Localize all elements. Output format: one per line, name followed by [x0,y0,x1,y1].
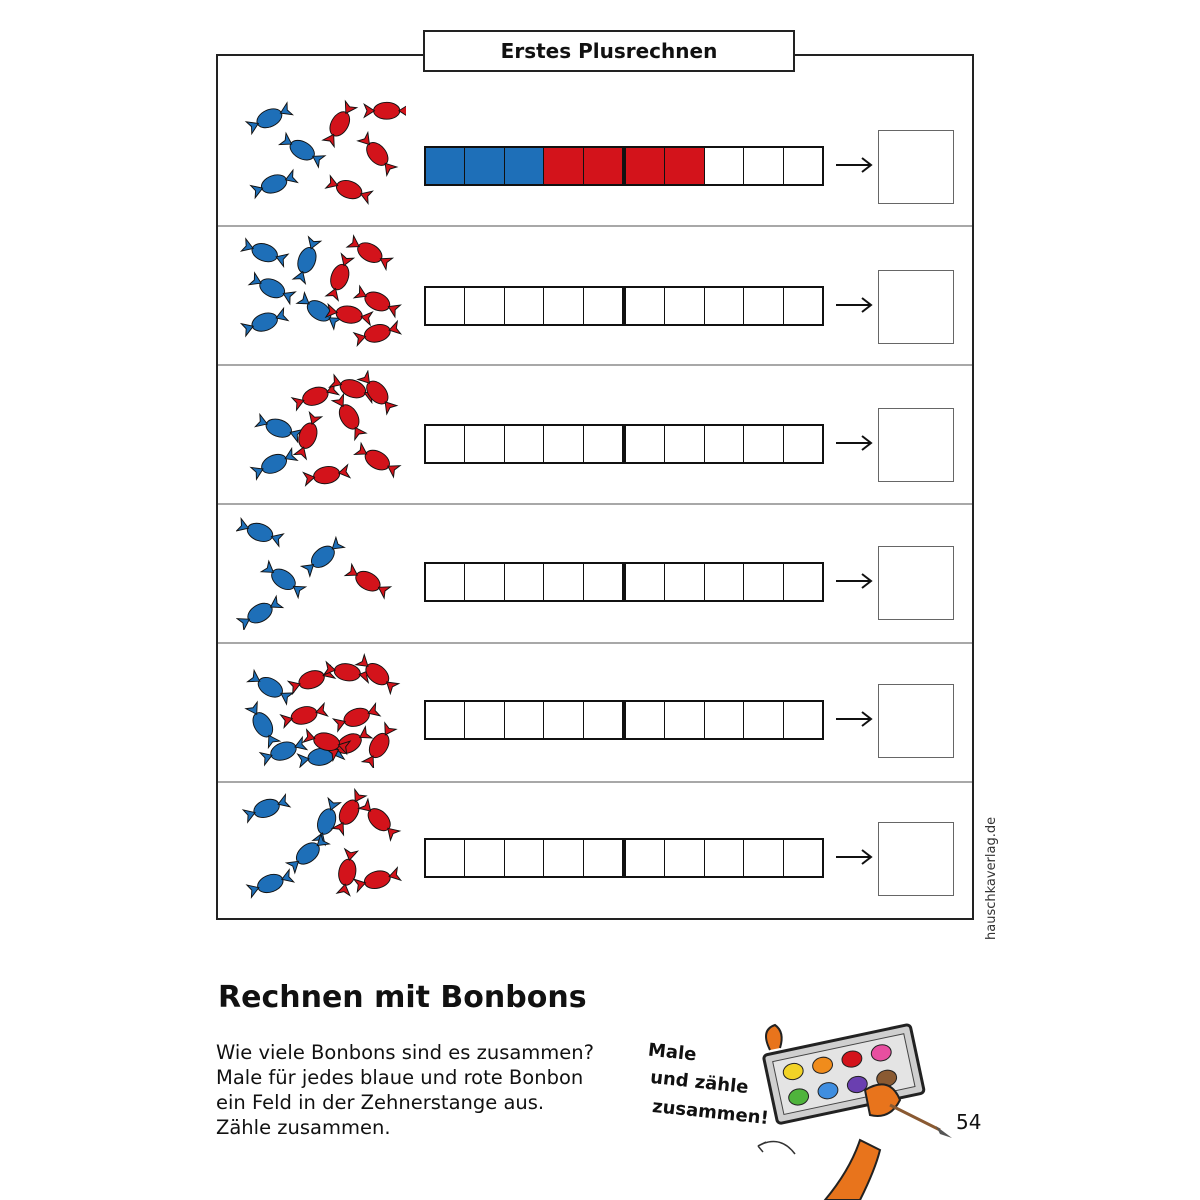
paintbox-mascot-icon [740,1020,960,1200]
page-heading: Rechnen mit Bonbons [218,980,587,1015]
rod-cell[interactable] [465,148,504,184]
rod-cell[interactable] [665,288,704,324]
rod-cell[interactable] [584,426,626,462]
blue-candy-icon [255,413,303,444]
rod-cell[interactable] [705,148,744,184]
instructions [216,1040,636,1140]
rod-cell[interactable] [505,288,544,324]
right-arrow-icon [834,290,874,320]
rod-cell[interactable] [665,426,704,462]
exercise-row [216,224,974,362]
rod-cell[interactable] [426,702,465,738]
answer-box[interactable] [878,408,954,482]
exercise-title: Erstes Plusrechnen [423,30,795,72]
rod-cell[interactable] [665,702,704,738]
candy-group [236,370,406,492]
blue-candy-icon [311,797,342,845]
rod-cell[interactable] [784,840,822,876]
blue-candy-icon [300,536,345,578]
rod-cell[interactable] [465,840,504,876]
tens-rod [424,838,824,878]
rod-cell[interactable] [426,564,465,600]
rod-cell[interactable] [626,288,665,324]
rod-cell[interactable] [544,840,583,876]
rod-cell[interactable] [544,288,583,324]
rod-cell[interactable] [784,426,822,462]
rod-cell[interactable] [426,840,465,876]
right-arrow-icon [834,704,874,734]
blue-candy-icon [250,447,298,481]
rod-cell[interactable] [626,564,665,600]
rod-cell[interactable] [505,564,544,600]
red-candy-icon [324,253,355,301]
rod-cell[interactable] [584,840,626,876]
rod-cell[interactable] [465,564,504,600]
candy-group [236,508,406,630]
answer-box[interactable] [878,684,954,758]
rod-cell[interactable] [584,148,626,184]
blue-candy-icon [236,517,284,548]
red-candy-icon [353,866,401,894]
blue-candy-icon [250,168,298,199]
blue-candy-icon [244,701,281,748]
rod-cell[interactable] [626,840,665,876]
rod-cell[interactable] [665,148,704,184]
rod-cell[interactable] [744,426,783,462]
blue-candy-icon [291,236,322,284]
red-candy-icon [333,702,381,733]
rod-cell[interactable] [465,288,504,324]
instruction-line: Zähle zusammen. [216,1116,391,1139]
rod-cell[interactable] [505,426,544,462]
speech-line: und zähle [649,1066,750,1099]
red-candy-icon [321,100,358,147]
exercise-row [216,84,974,222]
answer-box[interactable] [878,270,954,344]
red-candy-icon [353,319,401,347]
red-candy-icon [346,234,393,271]
red-candy-icon [357,798,401,842]
rod-cell[interactable] [784,148,822,184]
tens-rod [424,146,824,186]
rod-cell[interactable] [465,426,504,462]
rod-cell[interactable] [784,288,822,324]
rod-cell[interactable] [665,840,704,876]
instruction-line: Male für jedes blaue und rote Bonbon [216,1066,584,1089]
rod-cell[interactable] [705,702,744,738]
rod-cell[interactable] [544,426,583,462]
red-candy-icon [364,102,406,119]
rod-cell[interactable] [665,564,704,600]
tens-rod [424,424,824,464]
red-candy-icon [344,563,391,600]
blue-candy-icon [241,306,289,337]
tens-rod [424,700,824,740]
rod-cell[interactable] [426,426,465,462]
rod-cell[interactable] [544,148,583,184]
rod-cell[interactable] [584,288,626,324]
speech-line: zusammen! [651,1095,770,1130]
speech-line: Male [647,1039,698,1066]
rod-cell[interactable] [426,288,465,324]
tens-rod [424,286,824,326]
blue-candy-icon [247,669,294,706]
right-arrow-icon [834,566,874,596]
rod-cell[interactable] [505,148,544,184]
blue-candy-icon [241,237,289,268]
rod-cell[interactable] [626,426,665,462]
page-number: 54 [956,1110,982,1134]
publisher-url: hauschkaverlag.de [984,816,999,940]
rod-cell[interactable] [705,288,744,324]
red-candy-icon [303,463,350,487]
answer-box[interactable] [878,546,954,620]
right-arrow-icon [834,150,874,180]
rod-cell[interactable] [705,426,744,462]
red-candy-icon [331,788,368,835]
rod-cell[interactable] [544,564,583,600]
blue-candy-icon [236,595,283,630]
red-candy-icon [335,849,359,896]
rod-cell[interactable] [784,564,822,600]
blue-candy-icon [279,132,326,169]
right-arrow-icon [834,428,874,458]
rod-cell[interactable] [584,564,626,600]
rod-cell[interactable] [705,564,744,600]
instruction-line: ein Feld in der Zehnerstange aus. [216,1091,545,1114]
blue-candy-icon [260,559,307,599]
rod-cell[interactable] [626,702,665,738]
red-candy-icon [331,393,368,440]
red-candy-icon [356,131,398,176]
blue-candy-icon [243,793,291,824]
blue-candy-icon [246,868,294,899]
rod-cell[interactable] [544,702,583,738]
exercise-row [216,638,974,776]
exercise-row [216,776,974,914]
instruction-line: Wie viele Bonbons sind es zusammen? [216,1041,594,1064]
candy-group [236,784,406,906]
exercise-row [216,500,974,638]
red-candy-icon [361,722,398,768]
rod-cell[interactable] [744,288,783,324]
candy-group [236,92,406,214]
rod-cell[interactable] [626,148,665,184]
rod-cell[interactable] [744,702,783,738]
tens-rod [424,562,824,602]
red-candy-icon [354,442,401,479]
blue-candy-icon [248,271,296,305]
rod-cell[interactable] [505,702,544,738]
candy-group [236,232,406,354]
rod-cell[interactable] [584,702,626,738]
answer-box[interactable] [878,822,954,896]
exercise-row [216,362,974,500]
rod-cell[interactable] [505,840,544,876]
red-candy-icon [280,701,328,729]
candy-group [236,646,406,768]
right-arrow-icon [834,842,874,872]
rod-cell[interactable] [744,148,783,184]
blue-candy-icon [245,101,293,135]
rod-cell[interactable] [744,840,783,876]
answer-box[interactable] [878,130,954,204]
rod-cell[interactable] [744,564,783,600]
rod-cell[interactable] [426,148,465,184]
blue-candy-icon [259,735,307,766]
rod-cell[interactable] [465,702,504,738]
rod-cell[interactable] [705,840,744,876]
red-candy-icon [325,174,373,205]
rod-cell[interactable] [784,702,822,738]
